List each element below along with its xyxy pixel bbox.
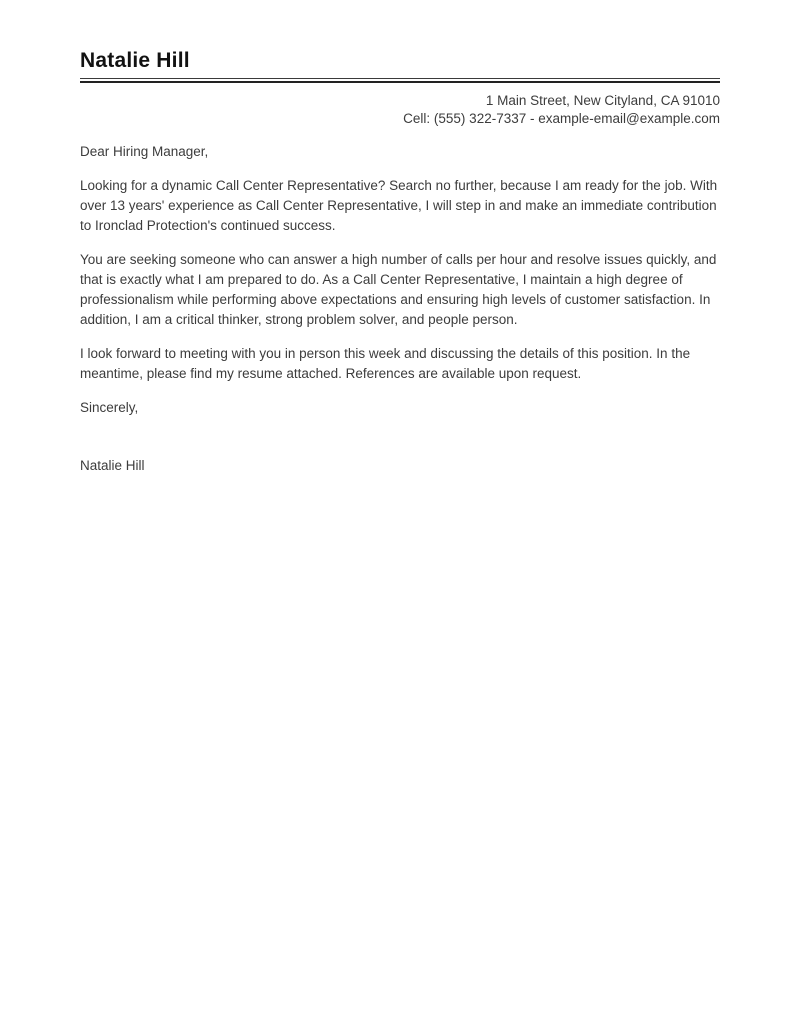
salutation: Dear Hiring Manager, [80, 144, 209, 159]
header-divider [80, 78, 720, 83]
letter-header [80, 49, 720, 128]
contact-address: 1 Main Street, New Cityland, CA 91010 [485, 93, 720, 108]
signature-name: Natalie Hill [80, 458, 145, 473]
letter-body [80, 142, 720, 476]
closing: Sincerely, [80, 400, 139, 415]
paragraph-introduction: Looking for a dynamic Call Center Representative? Search no further, because I am ready for the job. With over 13 years' experience as Call Center Representative, I will step in and make an immediate contribution to Ironclad Protection's continued success. [80, 178, 718, 233]
contact-info [80, 92, 720, 128]
paragraph-qualifications: You are seeking someone who can answer a high number of calls per hour and resolve issues quickly, and that is exactly what I am prepared to do. As a Call Center Representative, I maintain a high degree of professionalism while performing above expectations and ensuring high levels of customer satisfaction. In addition, I am a critical thinker, strong problem solver, and people person. [80, 252, 717, 327]
contact-cell-email: Cell: (555) 322-7337 - example-email@example.com [403, 111, 720, 126]
paragraph-call-to-action: I look forward to meeting with you in person this week and discussing the details of this position. In the meantime, please find my resume attached. References are available upon request. [80, 346, 691, 381]
sender-name: Natalie Hill [80, 49, 190, 72]
